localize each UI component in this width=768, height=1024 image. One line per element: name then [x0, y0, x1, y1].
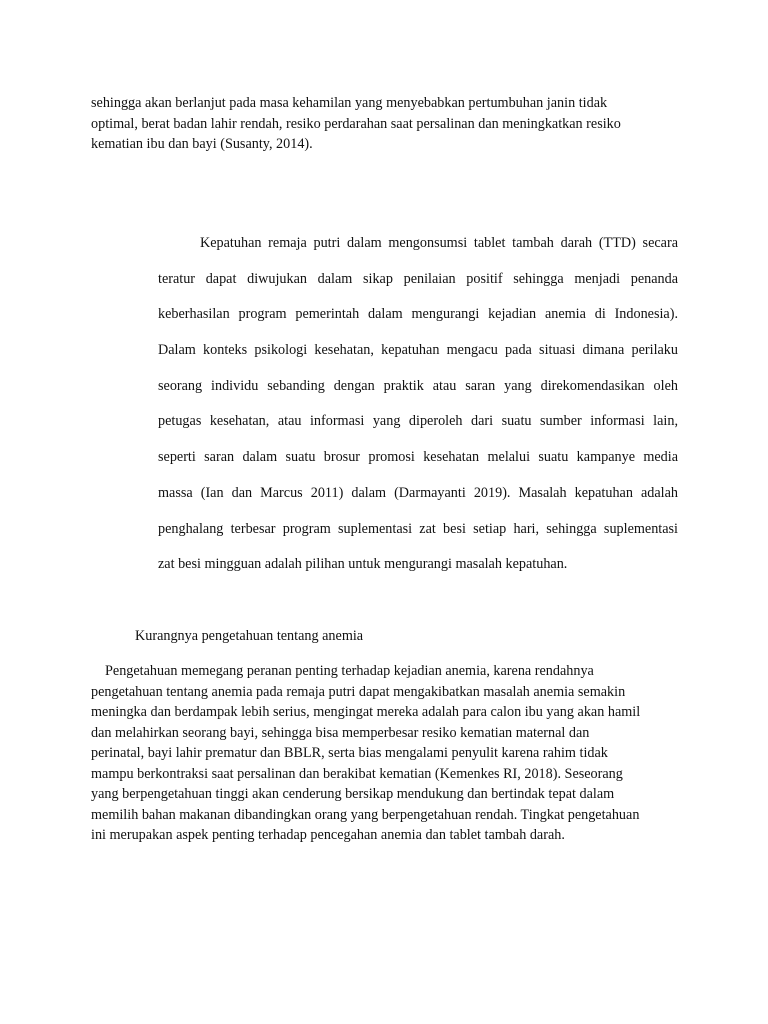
text-line: mampu berkontraksi saat persalinan dan berakibat kematian (Kemenkes RI, 2018). Seseorang — [91, 765, 623, 782]
text-line: keberhasilan program pemerintah dalam mengurangi kejadian anemia di Indonesia). — [158, 306, 678, 323]
text-line: petugas kesehatan, atau informasi yang diperoleh dari suatu sumber informasi lain, — [158, 413, 678, 430]
text-line: penghalang terbesar program suplementasi zat besi setiap hari, sehingga suplementasi — [158, 520, 678, 537]
text-line: perinatal, bayi lahir prematur dan BBLR, serta bias mengalami penyulit karena rahim tidak — [91, 745, 608, 761]
text-line: meningka dan berdampak lebih serius, mengingat mereka adalah para calon ibu yang akan hamil — [91, 704, 641, 720]
paragraph-continuation — [91, 93, 681, 155]
text-line: pengetahuan tentang anemia pada remaja putri dapat mengakibatkan masalah anemia semakin — [91, 683, 626, 700]
text-line: dan melahirkan seorang bayi, sehingga bisa memperbesar resiko kematian maternal dan — [91, 724, 590, 741]
text-line: massa (Ian dan Marcus 2011) dalam (Darmayanti 2019). Masalah kepatuhan adalah — [158, 484, 678, 501]
text-line: Kepatuhan remaja putri dalam mengonsumsi tablet tambah darah (TTD) secara — [200, 235, 678, 251]
text-line: Pengetahuan memegang peranan penting terhadap kejadian anemia, karena rendahnya — [105, 663, 594, 679]
paragraph-kepatuhan — [158, 233, 678, 590]
text-line: kematian ibu dan bayi (Susanty, 2014). — [91, 136, 313, 152]
text-line: seorang individu sebanding dengan praktik atau saran yang direkomendasikan oleh — [158, 377, 678, 394]
text-line: ini merupakan aspek penting terhadap pencegahan anemia dan tablet tambah darah. — [91, 827, 565, 843]
text-line: sehingga akan berlanjut pada masa kehamilan yang menyebabkan pertumbuhan janin tidak — [91, 95, 608, 111]
text-line: yang berpengetahuan tinggi akan cenderung bersikap mendukung dan bertindak tepat dalam — [91, 786, 615, 802]
section-heading: Kurangnya pengetahuan tentang anemia — [135, 628, 364, 644]
text-line: zat besi mingguan adalah pilihan untuk mengurangi masalah kepatuhan. — [158, 556, 568, 573]
text-line: memilih bahan makanan dibandingkan orang yang berpengetahuan rendah. Tingkat pengetahuan — [91, 806, 640, 823]
text-line: teratur dapat diwujukan dalam sikap penilaian positif sehingga menjadi penanda — [158, 270, 678, 287]
text-line: seperti saran dalam suatu brosur promosi kesehatan melalui suatu kampanye media — [158, 449, 678, 466]
paragraph-pengetahuan — [91, 661, 691, 846]
text-line: optimal, berat badan lahir rendah, resiko perdarahan saat persalinan dan meningkatkan resiko — [91, 115, 621, 132]
text-line: Dalam konteks psikologi kesehatan, kepatuhan mengacu pada situasi dimana perilaku — [158, 342, 678, 359]
